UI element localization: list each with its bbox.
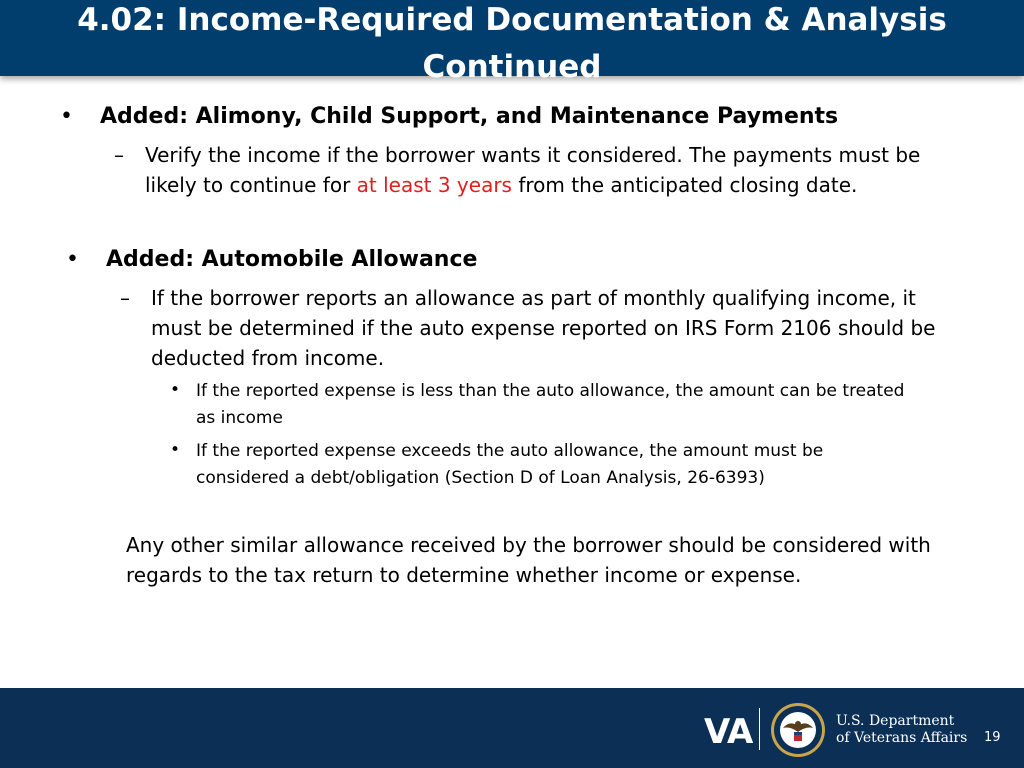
department-name: [836, 713, 967, 747]
department-name-line-2: of Veterans Affairs: [836, 730, 968, 746]
section-2-item-2-line-2: considered a debt/obligation (Section D of Loan Analysis, 26-6393): [196, 468, 765, 488]
section-1-text-line-2: [145, 173, 857, 197]
section-2-item-1-line-2: as income: [196, 408, 283, 428]
slide-title-line-2: Continued: [422, 49, 602, 85]
section-2-text-line-2: must be determined if the auto expense reported on IRS Form 2106 should be: [151, 316, 936, 340]
bullet-icon: •: [170, 440, 181, 460]
section-1-text-line-1: Verify the income if the borrower wants it considered. The payments must be: [145, 143, 921, 167]
section-2-heading: Added: Automobile Allowance: [106, 247, 478, 272]
section-2-item-2-line-1: If the reported expense exceeds the auto allowance, the amount must be: [196, 441, 824, 461]
note-line-2: regards to the tax return to determine whether income or expense.: [126, 563, 802, 587]
bullet-icon: •: [60, 104, 73, 129]
section-2-text-line-3: deducted from income.: [151, 346, 385, 370]
section-2-item-1-line-1: If the reported expense is less than the auto allowance, the amount can be treated: [196, 381, 905, 401]
department-name-line-1: U.S. Department: [836, 713, 955, 729]
footer-divider: [759, 708, 760, 750]
text-segment: from the anticipated closing date.: [511, 173, 858, 197]
slide-title-line-1: 4.02: Income-Required Documentation & Analysis: [77, 2, 947, 38]
bullet-icon: •: [170, 380, 181, 400]
page-number: 19: [984, 730, 1001, 745]
section-1-heading: Added: Alimony, Child Support, and Maintenance Payments: [100, 104, 839, 129]
highlighted-text: at least 3 years: [356, 173, 512, 197]
dash-icon: –: [120, 286, 130, 310]
section-2-text-line-1: If the borrower reports an allowance as part of monthly qualifying income, it: [151, 286, 916, 310]
slide-title: [0, 0, 1024, 91]
va-seal-icon: [770, 702, 826, 758]
note-line-1: Any other similar allowance received by the borrower should be considered with: [126, 533, 931, 557]
va-logo: VA: [704, 712, 753, 752]
bullet-icon: •: [66, 247, 79, 272]
dash-icon: –: [114, 143, 124, 167]
text-segment: likely to continue for: [145, 173, 357, 197]
